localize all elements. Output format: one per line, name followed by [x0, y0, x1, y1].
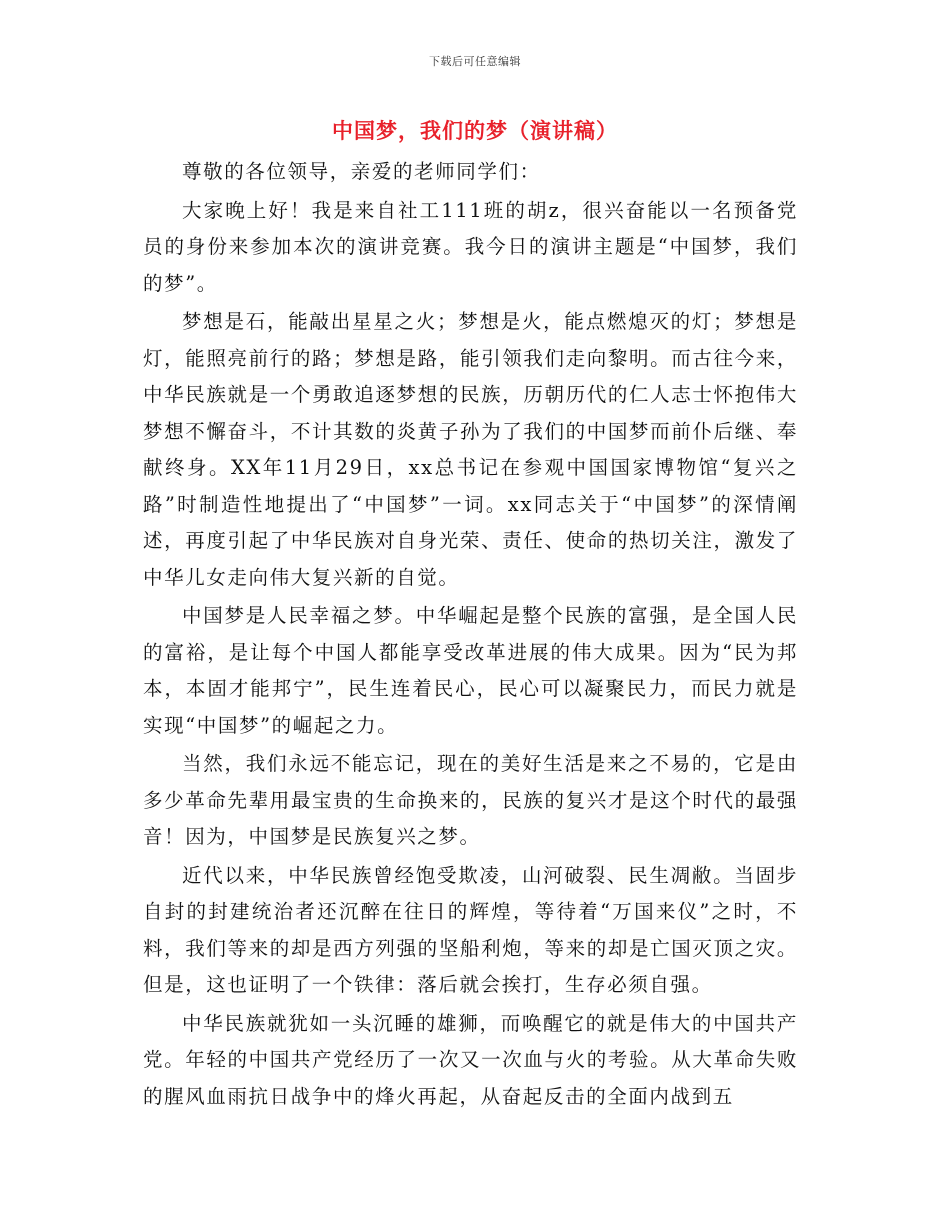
- document-title: 中国梦，我们的梦（演讲稿）: [332, 118, 618, 143]
- body-paragraph: 近代以来，中华民族曾经饱受欺凌，山河破裂、民生凋敝。当固步自封的封建统治者还沉醉在往日的辉煌，等待着“万国来仪”之时，不料，我们等来的却是西方列强的坚船利炮，等来的却是亡国灭顶之灾。但是，这也证明了一个铁律：落后就会挨打，生存必须自强。: [143, 863, 798, 996]
- body-paragraph: 当然，我们永远不能忘记，现在的美好生活是来之不易的，它是由多少革命先辈用最宝贵的生命换来的，民族的复兴才是这个时代的最强音！因为，中国梦是民族复兴之梦。: [143, 752, 798, 848]
- body-paragraph: 中国梦是人民幸福之梦。中华崛起是整个民族的富强，是全国人民的富裕，是让每个中国人都能享受改革进展的伟大成果。因为“民为邦本，本固才能邦宁”，民生连着民心，民心可以凝聚民力，而民力就是实现“中国梦”的崛起之力。: [143, 604, 798, 737]
- page-header-note: 下载后可任意编辑: [429, 55, 521, 68]
- body-paragraph: 大家晚上好！我是来自社工111班的胡z，很兴奋能以一名预备党员的身份来参加本次的演讲竞赛。我今日的演讲主题是“中国梦，我们的梦”。: [143, 198, 798, 295]
- document-body: [143, 154, 798, 1117]
- salutation-paragraph: 尊敬的各位领导，亲爱的老师同学们：: [182, 160, 541, 183]
- body-paragraph: 梦想是石，能敲出星星之火；梦想是火，能点燃熄灭的灯；梦想是灯，能照亮前行的路；梦想是路，能引领我们走向黎明。而古往今来，中华民族就是一个勇敢追逐梦想的民族，历朝历代的仁人志士怀抱伟大梦想不懈奋斗，不计其数的炎黄子孙为了我们的中国梦而前仆后继、奉献终身。XX年11月29日，xx总书记在参观中国国家博物馆“复兴之路”时制造性地提出了“中国梦”一词。xx同志关于“中国梦”的深情阐述，再度引起了中华民族对自身光荣、责任、使命的热切关注，激发了中华儿女走向伟大复兴新的自觉。: [143, 310, 798, 589]
- body-paragraph: 中华民族就犹如一头沉睡的雄狮，而唤醒它的就是伟大的中国共产党。年轻的中国共产党经历了一次又一次血与火的考验。从大革命失败的腥风血雨抗日战争中的烽火再起，从奋起反击的全面内战到五: [143, 1011, 798, 1108]
